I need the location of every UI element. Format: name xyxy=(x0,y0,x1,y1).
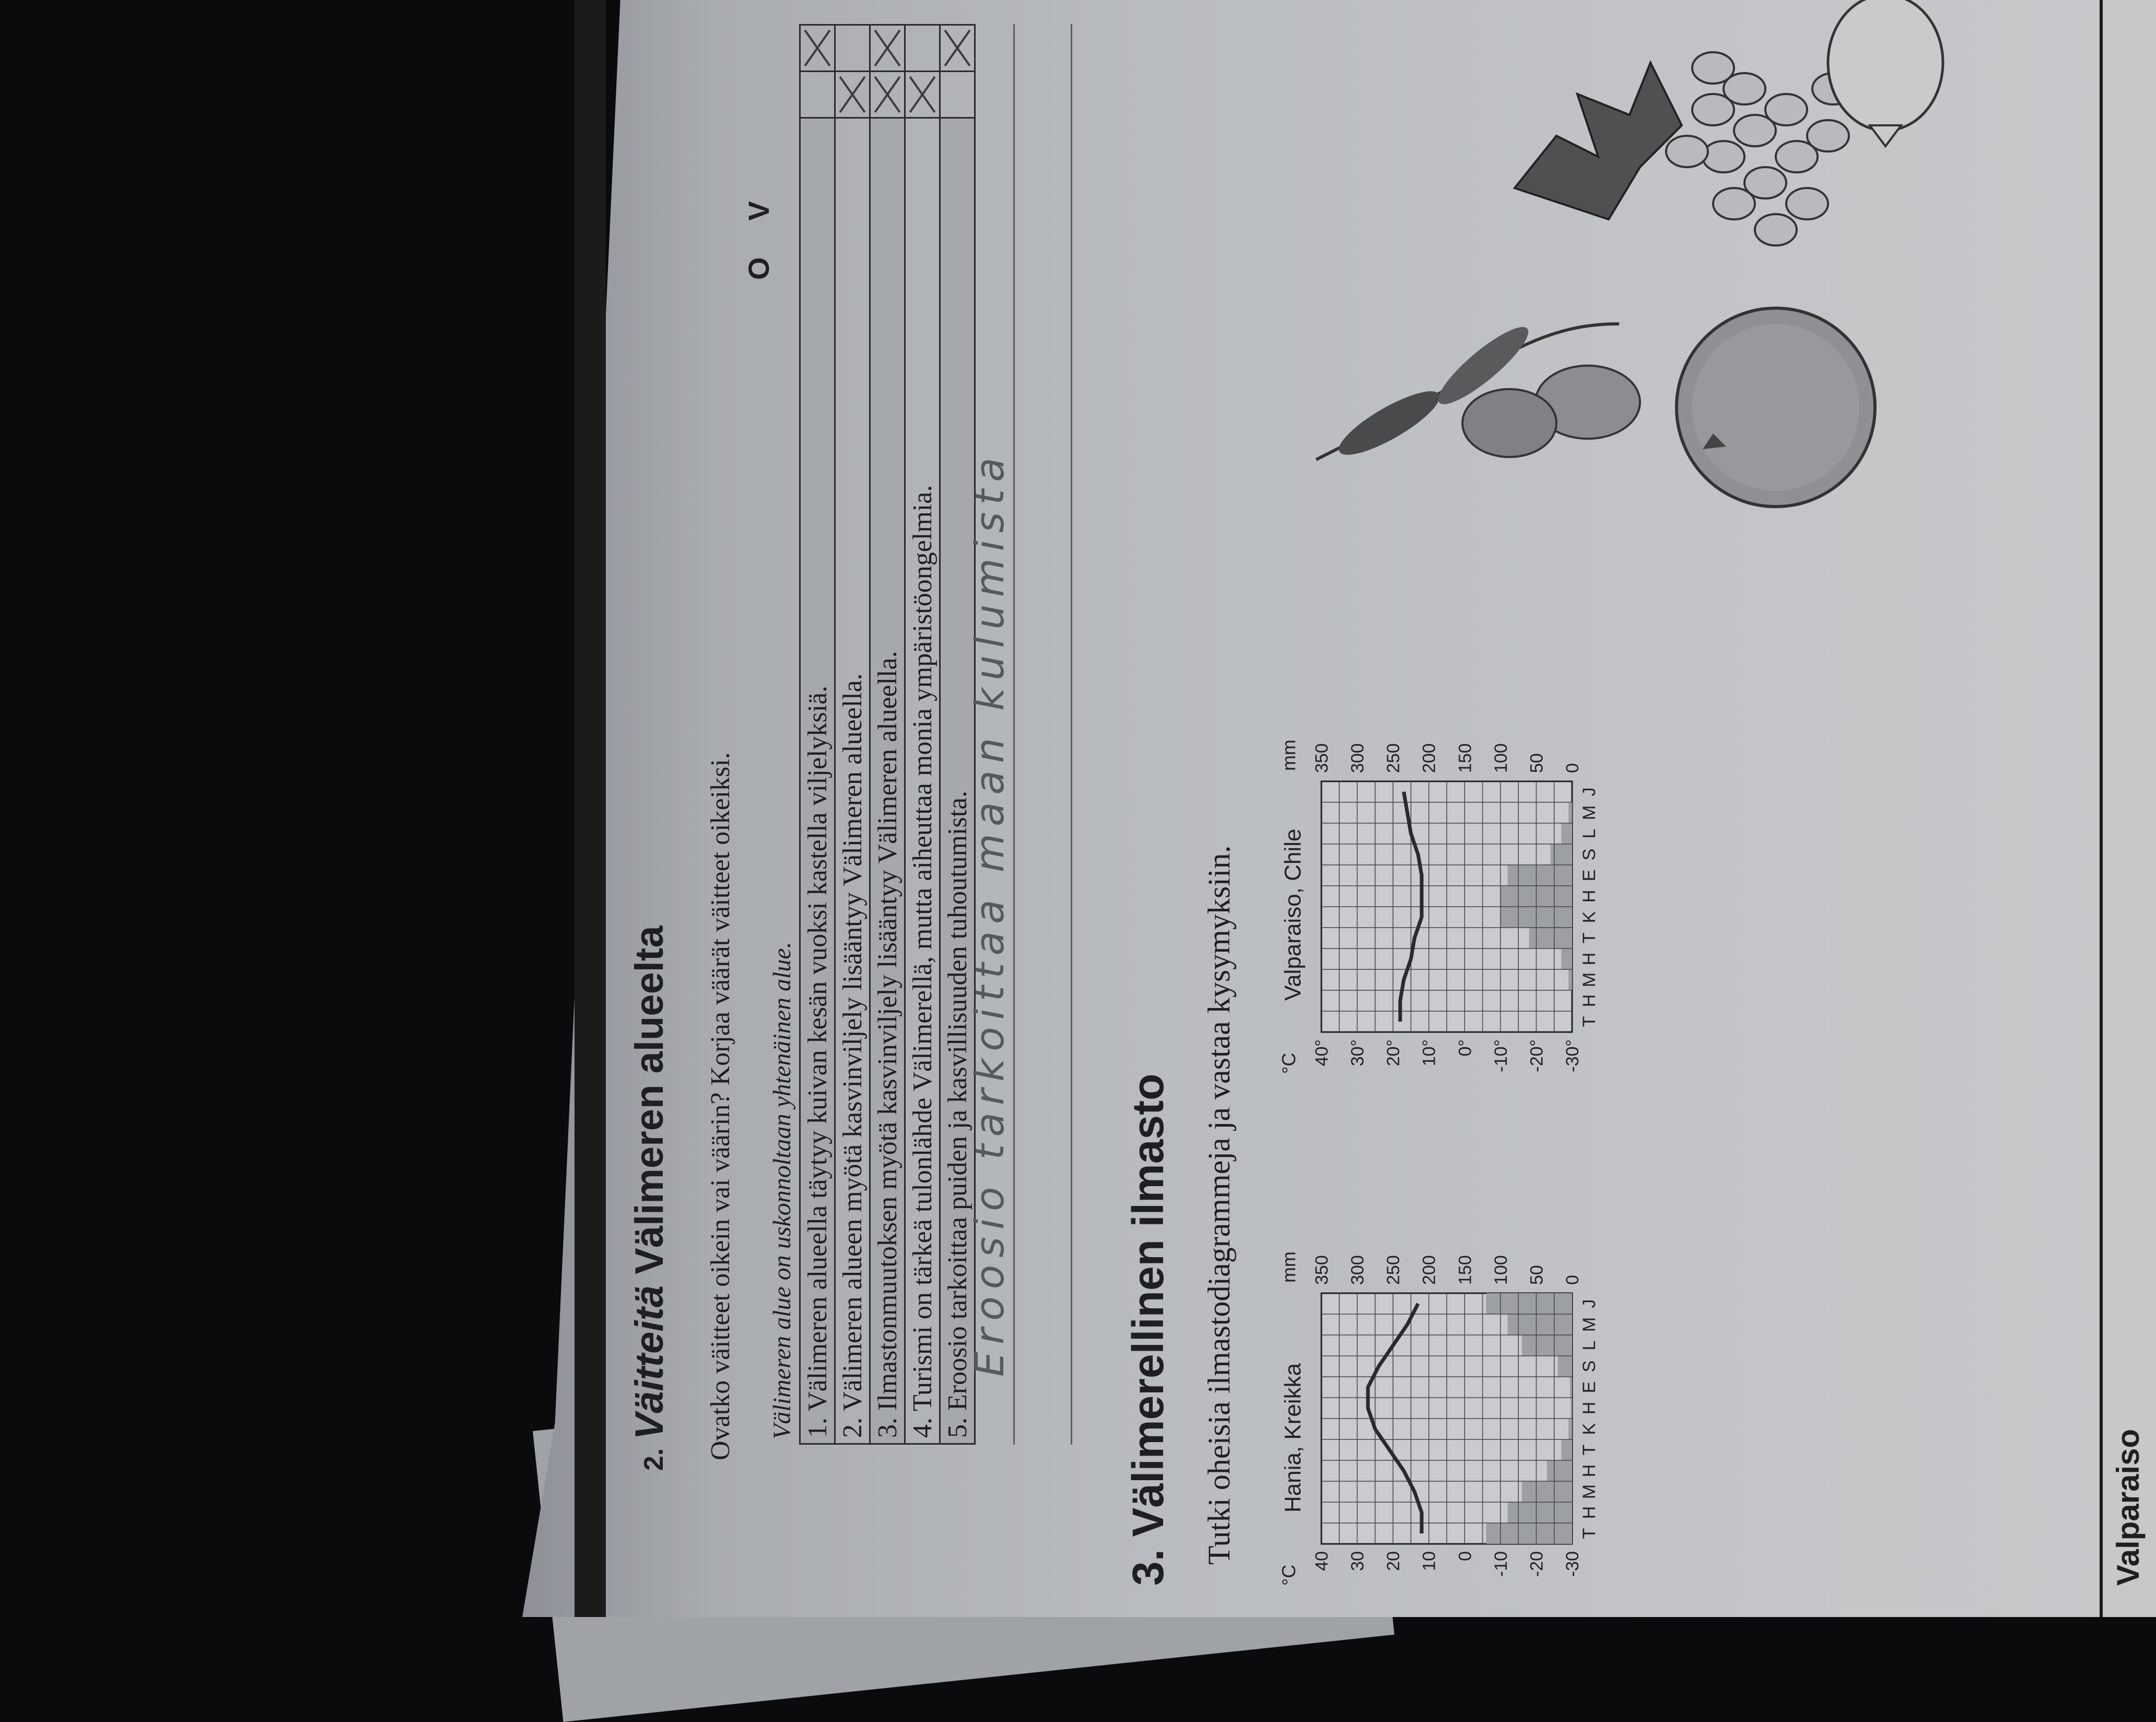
temp-unit-label: °C xyxy=(1278,1052,1299,1074)
table-row xyxy=(800,25,835,1444)
chart-svg xyxy=(1259,1189,1624,1607)
climate-diagram-valparaiso xyxy=(1259,677,1624,1095)
month-label: T xyxy=(1579,1444,1599,1456)
precip-tick-label: 300 xyxy=(1348,1255,1368,1285)
precip-tick-label: 200 xyxy=(1419,1255,1439,1285)
month-label: H xyxy=(1579,1401,1599,1415)
month-label: H xyxy=(1579,889,1599,903)
table-row xyxy=(905,25,940,1444)
month-label: H xyxy=(1579,1506,1599,1519)
x-mark-icon xyxy=(909,75,936,114)
precip-tick-label: 250 xyxy=(1384,1255,1404,1285)
precip-bar xyxy=(1568,802,1572,823)
x-mark-icon xyxy=(874,29,901,67)
checkbox-v-1[interactable] xyxy=(800,25,835,72)
month-label: S xyxy=(1579,1360,1599,1373)
section-3-number: 3. xyxy=(1123,1549,1173,1586)
checkbox-v-5[interactable] xyxy=(940,25,975,72)
month-label: T xyxy=(1579,932,1599,944)
checkbox-o-1[interactable] xyxy=(800,72,835,118)
temp-tick-label: 30° xyxy=(1348,1039,1368,1067)
precip-bar xyxy=(1568,1419,1572,1439)
temp-tick-label: 20° xyxy=(1384,1039,1404,1067)
temp-tick-label: -30° xyxy=(1563,1039,1583,1072)
month-label: K xyxy=(1579,911,1599,923)
temp-tick-label: 10 xyxy=(1419,1551,1439,1571)
x-mark-icon xyxy=(804,29,831,67)
precip-bar xyxy=(1561,823,1572,844)
precip-tick-label: 100 xyxy=(1491,743,1511,773)
checkbox-o-2[interactable] xyxy=(835,72,870,118)
precip-bar xyxy=(1558,1356,1572,1377)
chart-title: Valparaiso, Chile xyxy=(1280,828,1306,1001)
month-label: H xyxy=(1579,1464,1599,1478)
example-statement: Välimeren alue on uskonnoltaan yhtenäinen alue. xyxy=(768,942,796,1439)
x-mark-icon xyxy=(874,75,901,114)
temp-tick-label: -30 xyxy=(1563,1551,1583,1577)
section-2-title-rest: Välimeren alueelta xyxy=(627,926,672,1285)
month-label: M xyxy=(1579,1484,1599,1500)
precip-bar xyxy=(1522,1335,1572,1356)
climate-diagram-hania xyxy=(1259,1189,1624,1607)
temp-tick-label: -20 xyxy=(1527,1551,1547,1577)
footer-label: Valparaiso xyxy=(2111,1428,2146,1586)
month-label: H xyxy=(1579,994,1599,1008)
section-3-title: Välimerellinen ilmasto xyxy=(1123,1073,1173,1537)
precip-tick-label: 200 xyxy=(1419,743,1439,773)
page-content xyxy=(616,0,2146,1617)
col-v-label: V xyxy=(742,165,775,221)
precip-bar xyxy=(1522,1481,1572,1502)
month-label: L xyxy=(1579,828,1599,839)
temp-tick-label: -20° xyxy=(1527,1039,1547,1072)
precip-tick-label: 100 xyxy=(1491,1255,1511,1285)
precip-tick-label: 0 xyxy=(1563,1275,1583,1285)
answer-line xyxy=(1013,24,1015,1445)
checkbox-o-3[interactable] xyxy=(870,72,905,118)
col-o-label: O xyxy=(742,220,775,280)
month-label: K xyxy=(1579,1423,1599,1435)
temp-unit-label: °C xyxy=(1278,1564,1299,1586)
chart-title: Hania, Kreikka xyxy=(1280,1363,1306,1513)
section-2-title-lead: Väitteitä xyxy=(627,1285,672,1440)
x-mark-icon xyxy=(944,29,971,67)
table-row xyxy=(835,25,870,1444)
temp-tick-label: 0° xyxy=(1455,1039,1475,1057)
x-mark-icon xyxy=(839,75,866,114)
temp-tick-label: -10° xyxy=(1491,1039,1511,1072)
precip-bar xyxy=(1561,948,1572,969)
month-label: H xyxy=(1579,952,1599,966)
temp-tick-label: 40 xyxy=(1312,1551,1332,1571)
statement-3: 3. Ilmastonmuutoksen myötä kasvinviljely lisääntyy Välimeren alueella. xyxy=(870,118,905,1444)
page-top-bar xyxy=(575,0,606,1617)
precip-unit-label: mm xyxy=(1278,1251,1299,1283)
precip-bar xyxy=(1508,1502,1572,1523)
precip-tick-label: 50 xyxy=(1527,753,1547,773)
temp-tick-label: 20 xyxy=(1384,1551,1404,1571)
precip-bar xyxy=(1529,928,1572,948)
section-3-heading xyxy=(1123,1074,1174,1586)
temp-tick-label: 0 xyxy=(1455,1551,1475,1561)
statements-table xyxy=(799,24,976,1445)
precip-tick-label: 150 xyxy=(1455,1255,1475,1285)
precip-tick-label: 350 xyxy=(1312,1255,1332,1285)
month-label: M xyxy=(1579,805,1599,821)
checkbox-o-5[interactable] xyxy=(940,72,975,118)
temp-tick-label: 40° xyxy=(1312,1039,1332,1067)
precip-tick-label: 0 xyxy=(1563,763,1583,773)
checkbox-o-4[interactable] xyxy=(905,72,940,118)
checkbox-v-3[interactable] xyxy=(870,25,905,72)
precip-tick-label: 300 xyxy=(1348,743,1368,773)
precip-tick-label: 150 xyxy=(1455,743,1475,773)
statement-1: 1. Välimeren alueella täytyy kuivan kesän vuoksi kastella viljelyksiä. xyxy=(800,118,835,1444)
precip-bar xyxy=(1571,1398,1572,1419)
precip-bar xyxy=(1547,1460,1572,1481)
precip-bar xyxy=(1568,969,1572,990)
ov-column-headers xyxy=(742,165,776,280)
precip-bar xyxy=(1486,1523,1572,1544)
checkbox-v-2[interactable] xyxy=(835,25,870,72)
precip-bar xyxy=(1508,1314,1572,1335)
answer-line xyxy=(1071,24,1072,1445)
month-label: J xyxy=(1579,787,1599,796)
checkbox-v-4[interactable] xyxy=(905,25,940,72)
section-2-heading xyxy=(627,926,672,1471)
precip-tick-label: 350 xyxy=(1312,743,1332,773)
precip-bar xyxy=(1486,1293,1572,1314)
handwritten-answer: Eroosio tarkoittaa maan kulumista xyxy=(966,450,1013,1377)
precip-bar xyxy=(1561,1439,1572,1460)
month-label: S xyxy=(1579,848,1599,861)
section-3-instruction: Tutki oheisia ilmastodiagrammeja ja vastaa kysymyksiin. xyxy=(1202,845,1236,1565)
month-label: J xyxy=(1579,1299,1599,1308)
temp-tick-label: -10 xyxy=(1491,1551,1511,1577)
month-label: E xyxy=(1579,1381,1599,1393)
month-label: M xyxy=(1579,972,1599,988)
month-label: M xyxy=(1579,1317,1599,1332)
precip-bar xyxy=(1570,1377,1572,1398)
statement-2: 2. Välimeren alueen myötä kasvinviljely lisääntyy Välimeren alueella. xyxy=(835,118,870,1444)
precip-bar xyxy=(1508,865,1572,886)
statement-5: 5. Eroosio tarkoittaa puiden ja kasvillisuuden tuhoutumista. xyxy=(940,118,975,1444)
statement-4: 4. Turismi on tärkeä tulonlähde Välimerellä, mutta aiheuttaa monia ympäristöongelmia. xyxy=(905,118,940,1444)
section-2-question: Ovatko väitteet oikein vai väärin? Korjaa väärät väitteet oikeiksi. xyxy=(706,752,735,1460)
temp-tick-label: 10° xyxy=(1419,1039,1439,1067)
precip-tick-label: 250 xyxy=(1384,743,1404,773)
month-label: E xyxy=(1579,869,1599,882)
table-row xyxy=(870,25,905,1444)
section-2-number: 2. xyxy=(639,1448,669,1471)
precip-unit-label: mm xyxy=(1278,740,1299,771)
chart-svg xyxy=(1259,677,1624,1095)
month-label: T xyxy=(1579,1528,1599,1539)
precip-tick-label: 50 xyxy=(1527,1265,1547,1285)
month-label: L xyxy=(1579,1340,1599,1351)
month-label: T xyxy=(1579,1016,1599,1027)
temp-tick-label: 30 xyxy=(1348,1551,1368,1571)
